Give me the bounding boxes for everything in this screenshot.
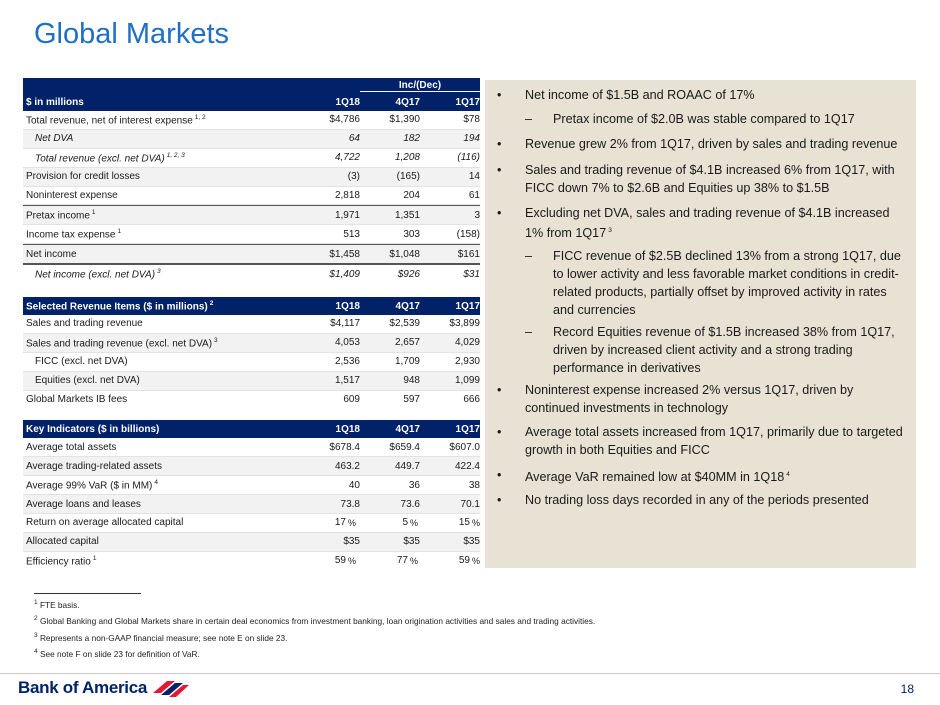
- col-header-label: Key Indicators ($ in billions): [26, 423, 160, 435]
- col-header-4q17: 4Q17: [395, 96, 420, 108]
- sub-bullet-item: [497, 323, 906, 377]
- row-footnote: 4: [154, 479, 158, 487]
- bullet-marker: •: [497, 425, 502, 439]
- commentary-panel: [485, 80, 916, 568]
- brand-name: Bank of America: [18, 678, 148, 697]
- page-title: Global Markets: [34, 18, 230, 50]
- row-label: Efficiency ratio: [26, 555, 91, 567]
- bullet-marker: •: [497, 468, 502, 482]
- table-row: [23, 205, 480, 225]
- bullet-item: [497, 491, 906, 509]
- cell-1q18: 17: [334, 517, 346, 529]
- row-label: Sales and trading revenue (excl. net DVA): [26, 338, 213, 350]
- table-row: [23, 438, 480, 457]
- cell-1q17: $78: [463, 114, 480, 126]
- financial-tables: [23, 78, 480, 570]
- revenue-items-table: [23, 297, 480, 408]
- bullet-item: [497, 135, 906, 153]
- cell-4q17: 204: [403, 190, 420, 201]
- cell-4q17: 73.6: [400, 498, 420, 510]
- indicators-table-header: [23, 420, 480, 438]
- cell-1q18: 59: [334, 555, 346, 567]
- cell-1q18: $1,409: [329, 268, 360, 280]
- col-header-1q17: 1Q17: [455, 423, 480, 435]
- bullet-text: FICC revenue of $2.5B declined 13% from a strong 1Q17, due to lower activity and less favorable market conditions in credit-related products, partially offset by improved activity in rates and currencies: [553, 249, 901, 317]
- cell-1q18: $4,117: [330, 318, 360, 330]
- bullet-text: Noninterest expense increased 2% versus 1Q17, driven by continued investments in technology: [525, 383, 854, 415]
- bullet-text: Sales and trading revenue of $4.1B increased 6% from 1Q17, with FICC down 7% to $2.6B and Equities up 38% to $1.5B: [525, 163, 895, 195]
- bullet-footnote: 3: [608, 227, 612, 234]
- cell-1q18: 40: [348, 479, 360, 491]
- income-table-header: [23, 93, 480, 111]
- page-number: 18: [900, 682, 914, 696]
- cell-1q17: (158): [456, 228, 480, 240]
- footnote-item: [34, 629, 595, 645]
- col-header-1q18: 1Q18: [335, 300, 360, 312]
- footnote-text: Represents a non-GAAP financial measure; see note E on slide 23.: [39, 632, 288, 643]
- cell-4q17: $926: [397, 268, 420, 280]
- row-footnote: 1: [91, 209, 96, 217]
- row-label: Noninterest expense: [26, 190, 118, 201]
- cell-4q17: 36: [408, 479, 420, 491]
- footnote-text: Global Banking and Global Markets share in certain deal economics from investment banking, loan origination activities and sales and trading activities.: [39, 616, 596, 627]
- bullet-item: [497, 204, 906, 242]
- row-label: Equities (excl. net DVA): [35, 375, 140, 387]
- cell-4q17: 182: [403, 133, 420, 145]
- bullet-text: Excluding net DVA, sales and trading revenue of $4.1B increased 1% from 1Q17: [525, 206, 890, 241]
- cell-1q17: 4,029: [454, 337, 480, 349]
- header-footnote: 2: [209, 299, 214, 307]
- table-row: [23, 372, 480, 391]
- col-header-label: Selected Revenue Items ($ in millions): [26, 301, 208, 313]
- table-row: [23, 457, 480, 476]
- col-header-1q17: 1Q17: [455, 300, 480, 312]
- row-footnote: 1, 2, 3: [166, 151, 185, 159]
- cell-1q17: $31: [463, 268, 480, 280]
- col-header-1q18: 1Q18: [335, 423, 360, 435]
- col-header-4q17: 4Q17: [395, 300, 420, 312]
- table-row: [23, 391, 480, 409]
- cell-1q17: 1,099: [454, 375, 480, 387]
- footnote-text: See note F on slide 23 for definition of VaR.: [39, 648, 200, 659]
- cell-1q18: $678.4: [329, 441, 360, 453]
- row-label: Income tax expense: [26, 229, 116, 241]
- bullet-marker: •: [497, 206, 502, 220]
- bank-logo: [18, 676, 191, 700]
- cell-1q18: 4,722: [334, 152, 360, 164]
- table-row: [23, 334, 480, 353]
- dash-marker: –: [525, 112, 533, 126]
- bullet-text: Net income of $1.5B and ROAAC of 17%: [525, 88, 755, 102]
- sub-bullet-item: [497, 110, 906, 128]
- row-footnote: 1, 2: [194, 113, 206, 121]
- sub-bullet-item: [497, 247, 906, 319]
- cell-4q17: 1,351: [394, 209, 420, 221]
- row-label: Total revenue, net of interest expense: [26, 115, 193, 127]
- cell-1q17: 422.4: [454, 460, 480, 472]
- bullet-text: Revenue grew 2% from 1Q17, driven by sales and trading revenue: [525, 137, 898, 151]
- bullet-marker: •: [497, 163, 502, 177]
- row-label: Net DVA: [35, 133, 74, 145]
- bullet-text: Average VaR remained low at $40MM in 1Q18: [525, 470, 785, 485]
- cell-1q18: 1,971: [334, 209, 360, 221]
- cell-4q17: (165): [396, 171, 420, 183]
- cell-1q17: 194: [463, 133, 480, 145]
- cell-1q18: 2,818: [334, 190, 360, 201]
- key-indicators-table: [23, 420, 480, 569]
- cell-4q17: 948: [403, 375, 420, 387]
- row-label: Provision for credit losses: [26, 171, 140, 183]
- table-row: [23, 514, 480, 533]
- table-row: [23, 476, 480, 495]
- cell-1q18: 64: [348, 133, 360, 145]
- row-label: Total revenue (excl. net DVA): [35, 152, 165, 164]
- row-label: Average trading-related assets: [26, 460, 163, 472]
- cell-4q17: $659.4: [389, 441, 420, 453]
- dash-marker: –: [525, 249, 533, 263]
- row-label: Sales and trading revenue: [26, 318, 143, 330]
- row-label: Average loans and leases: [26, 498, 141, 510]
- table-row: [23, 552, 480, 570]
- revenue-table-header: [23, 297, 480, 315]
- cell-1q17: $161: [457, 248, 480, 260]
- bullet-item: [497, 161, 906, 197]
- bullet-footnote: 4: [786, 471, 790, 478]
- table-row: [23, 533, 480, 552]
- col-header-label: $ in millions: [26, 96, 84, 108]
- cell-1q18: 513: [343, 228, 360, 240]
- bullet-marker: •: [497, 383, 502, 397]
- row-label: Global Markets IB fees: [26, 394, 128, 406]
- cell-1q17: 59: [458, 555, 470, 567]
- footnote-rule: [34, 593, 141, 594]
- row-label: Average 99% VaR ($ in MM): [26, 480, 153, 492]
- table-row: [23, 265, 480, 283]
- footer-divider: [0, 673, 940, 674]
- footnote-number: 4: [34, 647, 38, 655]
- cell-1q18: 4,053: [334, 337, 360, 349]
- bullet-text: Average total assets increased from 1Q17, primarily due to targeted growth in both Equities and FICC: [525, 425, 903, 457]
- row-footnote: 3: [214, 336, 218, 344]
- income-table: [23, 78, 480, 283]
- footnote-number: 2: [34, 615, 38, 623]
- cell-1q17: (116): [457, 152, 480, 164]
- table-row: [23, 168, 480, 187]
- table-row: [23, 187, 480, 206]
- cell-1q18: 73.8: [340, 498, 360, 510]
- bullet-marker: •: [497, 88, 502, 102]
- row-footnote: 3: [157, 267, 161, 275]
- cell-4q17: 597: [403, 394, 420, 406]
- table-row: [23, 315, 480, 334]
- inc-dec-header-row: [23, 78, 480, 93]
- cell-1q17: $607.0: [449, 441, 480, 453]
- row-label: Net income (excl. net DVA): [35, 269, 156, 281]
- dash-marker: –: [525, 325, 533, 339]
- row-footnote: 1: [117, 228, 122, 236]
- table-row: [23, 495, 480, 514]
- footnote-item: [34, 612, 595, 628]
- cell-4q17: 303: [403, 228, 420, 240]
- bullet-item: [497, 381, 906, 417]
- cell-1q17: 666: [463, 394, 480, 406]
- table-row: [23, 111, 480, 130]
- row-label: FICC (excl. net DVA): [35, 356, 128, 368]
- cell-1q18: 2,536: [334, 356, 360, 368]
- cell-4q17: $1,390: [389, 114, 420, 126]
- footnote-number: 1: [34, 599, 38, 606]
- table-row: [23, 149, 480, 168]
- table-row: [23, 244, 480, 265]
- footnote-text: FTE basis.: [39, 599, 80, 610]
- cell-4q17: 5: [402, 517, 408, 529]
- row-label: Net income: [26, 248, 77, 260]
- cell-4q17: 1,208: [394, 152, 420, 164]
- cell-1q18: 1,517: [334, 375, 360, 387]
- flag-icon: [151, 677, 191, 699]
- percent-sign: %: [410, 517, 419, 528]
- cell-1q17: 2,930: [454, 356, 480, 368]
- cell-1q17: 61: [468, 190, 480, 201]
- cell-1q18: $35: [343, 536, 360, 548]
- cell-1q18: (3): [347, 171, 360, 183]
- percent-sign: %: [348, 517, 357, 528]
- bullet-item: [497, 86, 906, 104]
- cell-4q17: $35: [403, 536, 420, 548]
- bullet-text: Record Equities revenue of $1.5B increased 38% from 1Q17, driven by increased client activity and a strong trading performance in derivatives: [553, 325, 895, 375]
- bullet-marker: •: [497, 137, 502, 151]
- cell-1q18: $1,458: [329, 248, 360, 260]
- table-row: [23, 130, 480, 149]
- percent-sign: %: [410, 555, 419, 566]
- cell-1q17: 3: [474, 209, 480, 221]
- bullet-item: [497, 423, 906, 459]
- percent-sign: %: [472, 517, 481, 528]
- percent-sign: %: [472, 555, 481, 566]
- cell-1q17: $35: [463, 536, 480, 548]
- col-header-1q18: 1Q18: [335, 96, 360, 108]
- cell-1q18: $4,786: [329, 114, 360, 126]
- cell-1q17: 15: [458, 517, 470, 529]
- table-row: [23, 353, 480, 372]
- cell-4q17: 449.7: [394, 460, 420, 472]
- cell-4q17: 2,657: [394, 337, 420, 349]
- row-label: Average total assets: [26, 441, 117, 453]
- cell-4q17: 77: [396, 555, 408, 567]
- cell-4q17: $1,048: [389, 248, 420, 260]
- row-label: Pretax income: [26, 210, 90, 222]
- cell-1q17: 70.1: [460, 498, 480, 510]
- cell-4q17: $2,539: [389, 318, 420, 330]
- footnote-item: [34, 596, 595, 612]
- bullet-text: Pretax income of $2.0B was stable compared to 1Q17: [553, 112, 855, 126]
- cell-1q17: 38: [468, 479, 480, 491]
- cell-1q18: 463.2: [334, 460, 360, 472]
- cell-4q17: 1,709: [394, 356, 420, 368]
- col-header-1q17: 1Q17: [455, 96, 480, 108]
- percent-sign: %: [348, 555, 357, 566]
- cell-1q18: 609: [343, 394, 360, 406]
- bullet-text: No trading loss days recorded in any of the periods presented: [525, 493, 869, 507]
- col-header-4q17: 4Q17: [395, 423, 420, 435]
- row-footnote: 1: [92, 554, 97, 562]
- footnote-item: [34, 645, 595, 661]
- cell-1q17: $3,899: [449, 318, 480, 330]
- table-row: [23, 225, 480, 244]
- cell-1q17: 14: [468, 171, 480, 183]
- footnotes: [34, 593, 595, 661]
- row-label: Return on average allocated capital: [26, 517, 184, 529]
- bullet-item: [497, 466, 906, 486]
- bullet-marker: •: [497, 493, 502, 507]
- footnote-number: 3: [34, 631, 38, 639]
- inc-dec-label: Inc/(Dec): [360, 80, 480, 92]
- row-label: Allocated capital: [26, 536, 99, 548]
